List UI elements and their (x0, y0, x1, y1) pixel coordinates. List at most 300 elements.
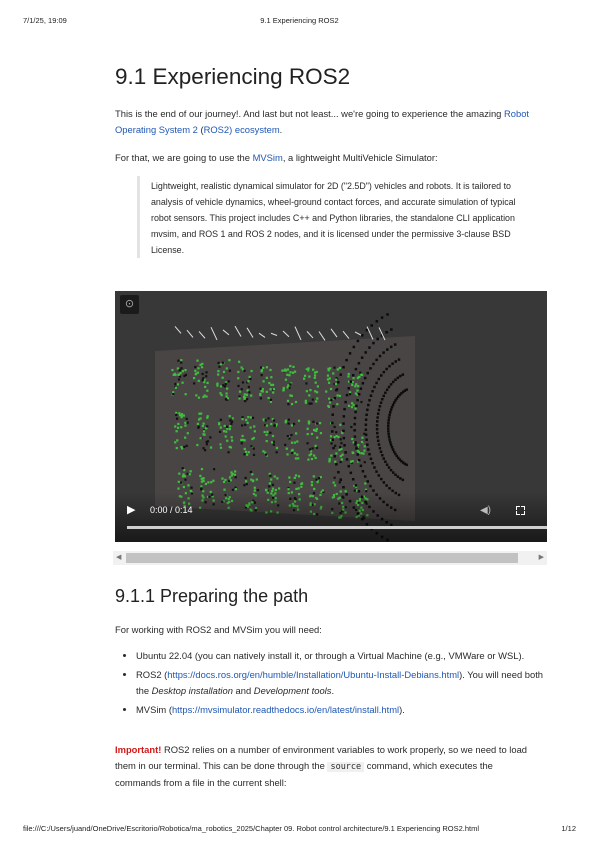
point (253, 448, 255, 450)
point (281, 370, 283, 372)
point (217, 362, 219, 364)
lidar-point (387, 427, 390, 430)
point (179, 414, 181, 416)
point (338, 449, 340, 451)
lidar-point (390, 408, 393, 411)
point (307, 458, 309, 460)
point (306, 442, 308, 444)
point (266, 425, 268, 427)
requirements-lead: For working with ROS2 and MVSim you will need: (115, 624, 322, 635)
point (179, 375, 181, 377)
video-player[interactable] (115, 291, 547, 542)
fullscreen-icon[interactable] (516, 506, 525, 515)
point (207, 481, 209, 483)
scan-ray (259, 333, 265, 337)
point (319, 422, 321, 424)
point (339, 446, 341, 448)
point (230, 479, 232, 481)
point (261, 369, 263, 371)
point (260, 366, 262, 368)
point (328, 382, 330, 384)
lidar-point (389, 411, 392, 414)
lidar-point (376, 436, 379, 439)
point (200, 413, 202, 415)
lidar-point (390, 444, 393, 447)
point (303, 378, 305, 380)
point (225, 398, 227, 400)
lidar-point (376, 432, 379, 435)
lidar-point (365, 429, 368, 432)
point (361, 441, 363, 443)
video-controls (115, 492, 547, 542)
lidar-point (384, 460, 387, 463)
lidar-point (348, 465, 351, 468)
lidar-point (380, 401, 383, 404)
point (226, 367, 228, 369)
point (272, 435, 274, 437)
point (240, 439, 242, 441)
point (289, 383, 291, 385)
point (351, 402, 353, 404)
point (227, 451, 229, 453)
point (178, 481, 180, 483)
lidar-point (368, 399, 371, 402)
lidar-point (391, 406, 394, 409)
point (330, 435, 332, 437)
point (340, 438, 342, 440)
point (337, 394, 339, 396)
point (229, 425, 231, 427)
point (195, 394, 197, 396)
section-heading (115, 584, 308, 608)
scan-ray (271, 333, 277, 335)
point (230, 423, 232, 425)
lidar-point (350, 380, 353, 383)
point (217, 370, 219, 372)
lidar-point (332, 447, 335, 450)
lidar-point (379, 355, 382, 358)
mvsim-paragraph: For that, we are going to use the MVSim, a lightweight MultiVehicle Simulator: (115, 152, 438, 163)
point (354, 444, 356, 446)
lidar-point (383, 457, 386, 460)
point (352, 377, 354, 379)
lidar-point (377, 412, 380, 415)
point (185, 393, 187, 395)
lidar-point (368, 453, 371, 456)
point (295, 474, 297, 476)
point (248, 386, 250, 388)
point (250, 471, 252, 473)
point (316, 437, 318, 439)
lidar-point (395, 360, 398, 363)
point (348, 373, 350, 375)
lidar-point (372, 342, 375, 345)
point (291, 442, 293, 444)
ros2-short-link[interactable]: ROS2 (203, 124, 230, 135)
point (178, 412, 180, 414)
lidar-point (354, 435, 357, 438)
point (328, 369, 330, 371)
point (312, 369, 314, 371)
point (221, 478, 223, 480)
section-title: 9.1.1 Preparing the path (115, 586, 309, 606)
volume-icon[interactable]: ◀) (479, 505, 491, 516)
point (330, 399, 332, 401)
ros2-link[interactable]: Robot Operating System 2 (115, 108, 530, 135)
point (293, 482, 295, 484)
point (268, 485, 270, 487)
point (216, 383, 218, 385)
lidar-point (380, 478, 383, 481)
point (266, 431, 268, 433)
point (245, 451, 247, 453)
lidar-point (354, 417, 357, 420)
point (271, 441, 273, 443)
scan-ray (355, 332, 361, 335)
point (224, 425, 226, 427)
lidar-point (343, 444, 346, 447)
point (229, 428, 231, 430)
lidar-point (397, 475, 400, 478)
point (350, 426, 352, 428)
point (193, 382, 195, 384)
point (301, 482, 303, 484)
lidar-point (394, 399, 397, 402)
point (340, 455, 342, 457)
lidar-point (366, 443, 369, 446)
point (352, 460, 354, 462)
point (243, 484, 245, 486)
point (316, 447, 318, 449)
point (247, 416, 249, 418)
point (363, 450, 365, 452)
lidar-point (391, 362, 394, 365)
point (237, 385, 239, 387)
video-time: 0:00 / 0:14 (150, 505, 193, 515)
point (247, 380, 249, 382)
point (305, 382, 307, 384)
point (248, 391, 250, 393)
point (354, 407, 356, 409)
point (278, 487, 280, 489)
point (313, 429, 315, 431)
lidar-point (335, 463, 338, 466)
point (241, 435, 243, 437)
lidar-point (373, 386, 376, 389)
point (200, 437, 202, 439)
scan-ray (211, 327, 217, 340)
point (184, 425, 186, 427)
point (264, 431, 266, 433)
point (334, 484, 336, 486)
lidar-point (376, 428, 379, 431)
point (224, 385, 226, 387)
point (177, 487, 179, 489)
point (218, 366, 220, 368)
lidar-point (376, 420, 379, 423)
point (226, 426, 228, 428)
lidar-point (375, 359, 378, 362)
ecosystem-link[interactable]: ) ecosystem (229, 124, 280, 135)
lidar-point (381, 316, 384, 319)
point (241, 442, 243, 444)
point (197, 367, 199, 369)
point (250, 370, 252, 372)
point (334, 426, 336, 428)
point (339, 481, 341, 483)
point (241, 424, 243, 426)
video-progress-bar[interactable] (127, 526, 547, 529)
point (334, 445, 336, 447)
point (222, 377, 224, 379)
scan-ray (187, 330, 193, 337)
point (259, 394, 261, 396)
settings-icon[interactable]: ⊙ (120, 295, 139, 314)
source-command: source (327, 762, 364, 772)
important-label: Important! (115, 744, 162, 755)
point (318, 477, 320, 479)
lidar-point (379, 405, 382, 408)
mvsim-link[interactable]: MVSim (252, 152, 283, 163)
point (292, 366, 294, 368)
point (284, 368, 286, 370)
point (243, 370, 245, 372)
lidar-point (352, 374, 355, 377)
point (287, 400, 289, 402)
lidar-point (360, 465, 363, 468)
lidar-point (342, 430, 345, 433)
lidar-point (367, 448, 370, 451)
lidar-point (343, 408, 346, 411)
lidar-point (362, 382, 365, 385)
lidar-point (387, 425, 390, 428)
point (175, 412, 177, 414)
point (262, 380, 264, 382)
point (360, 401, 362, 403)
lidar-point (369, 485, 372, 488)
point (184, 475, 186, 477)
lidar-point (388, 466, 391, 469)
list-item: • ROS2 (https://docs.ros.org/en/humble/Installation/Ubuntu-Install-Debians.html). You will need both the Desktop installation and Development tools. (136, 667, 556, 699)
point (201, 478, 203, 480)
point (297, 457, 299, 459)
lidar-point (383, 395, 386, 398)
point (189, 473, 191, 475)
point (253, 425, 255, 427)
lidar-point (370, 324, 373, 327)
point (200, 487, 202, 489)
lidar-point (405, 464, 408, 467)
point (330, 454, 332, 456)
point (184, 437, 186, 439)
point (260, 388, 262, 390)
point (298, 475, 300, 477)
point (315, 400, 317, 402)
lidar-point (399, 477, 402, 480)
point (245, 419, 247, 421)
point (285, 379, 287, 381)
point (220, 447, 222, 449)
lidar-point (385, 484, 388, 487)
mvsim-install-link[interactable]: https://mvsimulator.readthedocs.io/en/latest/install.html (171, 704, 400, 715)
point (314, 390, 316, 392)
point (320, 476, 322, 478)
point (186, 445, 188, 447)
lidar-point (385, 368, 388, 371)
point (294, 477, 296, 479)
point (186, 473, 188, 475)
point (270, 376, 272, 378)
lidar-point (332, 405, 335, 408)
print-file-path: file:///C:/Users/juand/OneDrive/Escritorio/Robotica/ma_robotics_2025/Chapter 09. Robot control architecture/9.1 Experiencing ROS2.html (23, 824, 480, 833)
lidar-point (361, 356, 364, 359)
lidar-point (335, 389, 338, 392)
point (295, 401, 297, 403)
lidar-point (353, 423, 356, 426)
point (357, 444, 359, 446)
point (216, 384, 218, 386)
point (356, 389, 358, 391)
lidar-point (355, 484, 358, 487)
point (317, 481, 319, 483)
point (291, 395, 293, 397)
ros2-install-link[interactable]: https://docs.ros.org/en/humble/Installation/Ubuntu-Install-Debians.html (167, 669, 460, 680)
point (238, 395, 240, 397)
point (360, 373, 362, 375)
point (276, 477, 278, 479)
point (270, 401, 272, 403)
point (245, 480, 247, 482)
point (315, 445, 317, 447)
point (336, 435, 338, 437)
scan-ray (283, 331, 289, 337)
point (306, 368, 308, 370)
lidar-point (342, 422, 345, 425)
point (314, 374, 316, 376)
point (339, 424, 341, 426)
point (283, 387, 285, 389)
lidar-point (360, 387, 363, 390)
point (270, 478, 272, 480)
lidar-point (337, 471, 340, 474)
point (312, 421, 314, 423)
lidar-point (355, 368, 358, 371)
point (336, 403, 338, 405)
lidar-point (370, 394, 373, 397)
point (347, 375, 349, 377)
point (314, 377, 316, 379)
important-paragraph: Important! ROS2 relies on a number of environment variables to work properly, so we need to load them in our terminal. This can be done through the source command, which executes the commands from a file in the current shell: (115, 744, 527, 788)
lidar-point (343, 437, 346, 440)
point (187, 484, 189, 486)
point (204, 386, 206, 388)
point (198, 418, 200, 420)
lidar-point (365, 418, 368, 421)
scrollbar-thumb[interactable] (126, 553, 518, 563)
point (270, 423, 272, 425)
point (340, 461, 342, 463)
point (252, 417, 254, 419)
point (207, 440, 209, 442)
point (306, 390, 308, 392)
point (304, 375, 306, 377)
lidar-point (367, 404, 370, 407)
lidar-point (378, 378, 381, 381)
point (273, 444, 275, 446)
point (177, 374, 179, 376)
lidar-point (387, 422, 390, 425)
point (295, 432, 297, 434)
point (229, 370, 231, 372)
scan-ray (223, 330, 229, 335)
scan-ray (319, 332, 325, 341)
lidar-point (355, 405, 358, 408)
point (223, 371, 225, 373)
point (202, 379, 204, 381)
lidar-point (344, 401, 347, 404)
point (178, 473, 180, 475)
scan-ray (367, 327, 373, 340)
lidar-point (366, 480, 369, 483)
point (276, 423, 278, 425)
point (177, 360, 179, 362)
point (174, 383, 176, 385)
point (210, 481, 212, 483)
point (265, 419, 267, 421)
lidar-point (357, 340, 360, 343)
point (296, 440, 298, 442)
point (234, 474, 236, 476)
lidar-point (364, 377, 367, 380)
point (276, 447, 278, 449)
point (231, 421, 233, 423)
point (265, 453, 267, 455)
point (171, 369, 173, 371)
lidar-point (370, 458, 373, 461)
point (228, 380, 230, 382)
point (307, 428, 309, 430)
point (312, 398, 314, 400)
point (219, 443, 221, 445)
point (194, 370, 196, 372)
point (339, 395, 341, 397)
lidar-point (364, 475, 367, 478)
lidar-point (392, 471, 395, 474)
point (205, 371, 207, 373)
point (270, 399, 272, 401)
play-icon[interactable]: ▶ (127, 504, 136, 516)
point (351, 406, 353, 408)
lidar-point (386, 313, 389, 316)
point (360, 452, 362, 454)
point (203, 430, 205, 432)
lidar-point (378, 443, 381, 446)
point (272, 391, 274, 393)
point (182, 370, 184, 372)
horizontal-scrollbar[interactable] (113, 551, 547, 565)
scroll-left-icon[interactable]: ◀ (116, 554, 122, 561)
lidar-point (394, 343, 397, 346)
scroll-right-icon[interactable]: ▶ (538, 554, 544, 561)
lidar-point (388, 386, 391, 389)
point (283, 389, 285, 391)
point (239, 391, 241, 393)
point (202, 433, 204, 435)
lidar-point (358, 362, 361, 365)
point (285, 421, 287, 423)
point (180, 367, 182, 369)
point (196, 360, 198, 362)
